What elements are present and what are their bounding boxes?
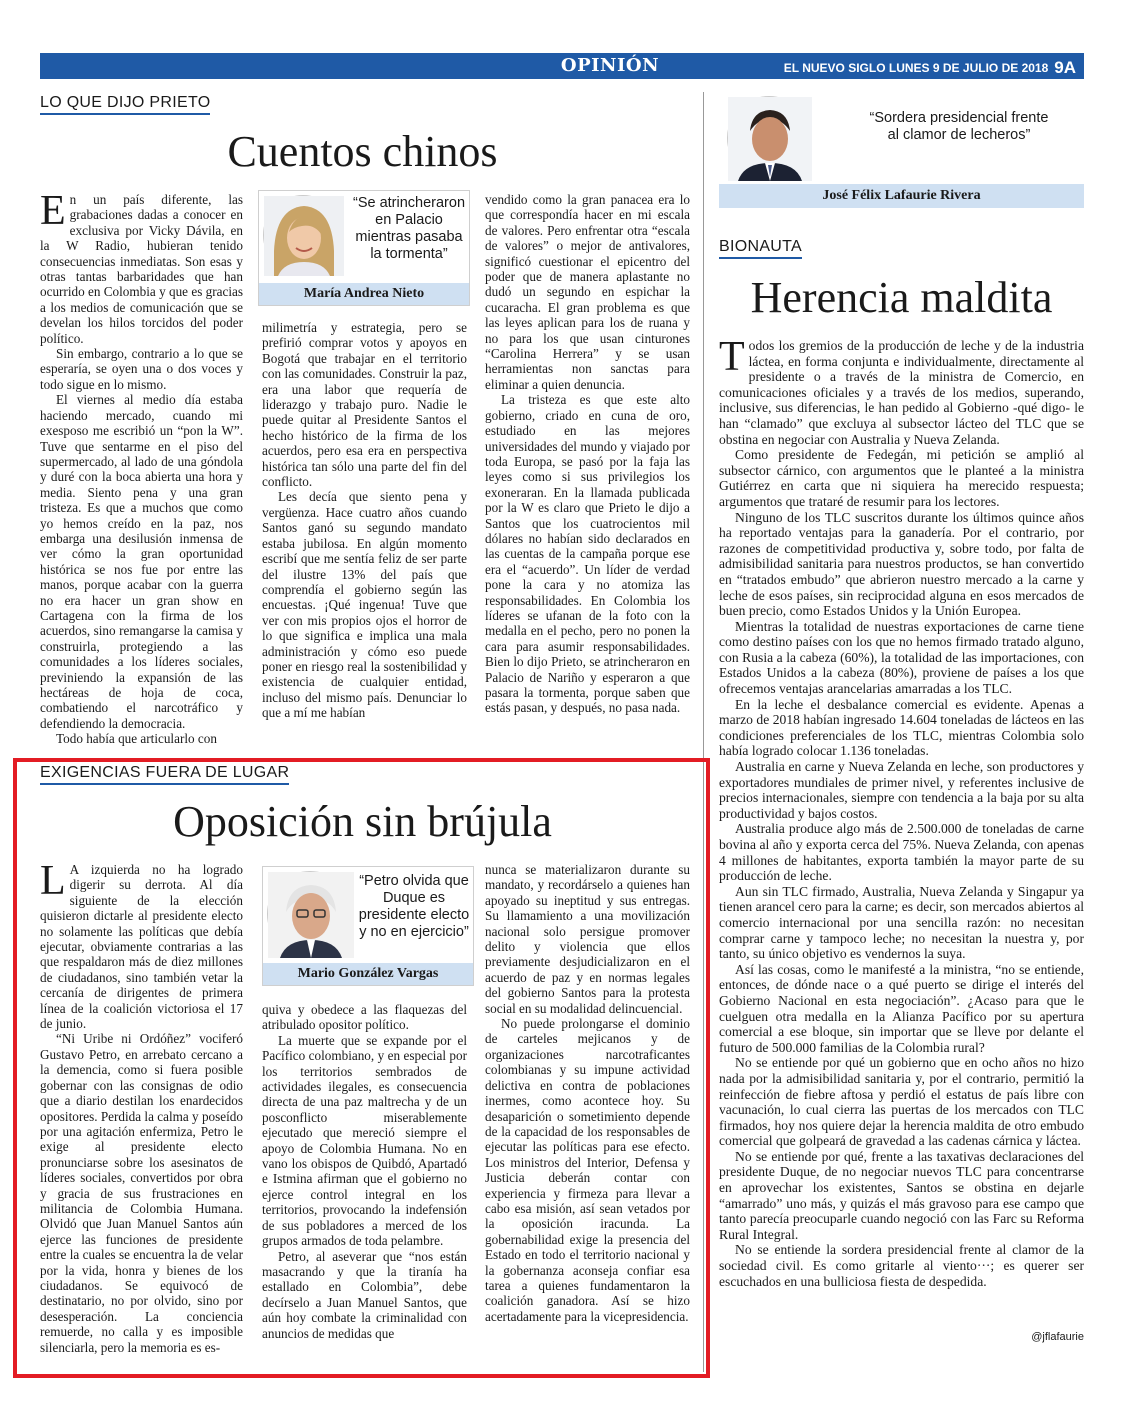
author-portrait-lafaurie	[727, 96, 811, 180]
article3-paragraph: No se entiende por qué un gobierno que en ocho años no hizo nada por la admisibilidad sanitaria y, por el contrario, permitió la reinfección de fiebre aftosa y perdió el estatus de país libre con vacunación, lo cual cierra las puertas de los mercados con TLC firmados, hoy nos quiere dejar la herencia maldita de otro embudo comercial que golpeará de gravedad a las cadenas cárnica y láctea.	[719, 1055, 1084, 1149]
article3-paragraph: En la leche el desbalance comercial es evidente. Apenas a marzo de 2018 habían ingresado 14.604 toneladas de lácteos en las condiciones preferenciales de los TLC, mientras Colombia solo había logrado colocar 1.136 toneladas.	[719, 696, 1084, 759]
article2-column-1	[40, 858, 243, 1355]
paper-date-text: EL NUEVO SIGLO LUNES 9 DE JULIO DE 2018	[783, 61, 1049, 75]
article1-quote: “Se atrincheraron en Palacio mientras pasaba la tormenta”	[352, 195, 466, 262]
article2-col3-paragraph: No puede prolongarse el dominio de carteles mejicanos y de organizaciones narcotraficantes colombianas y su impune actividad delictiva en contra de poblaciones inermes, como acontece hoy. Su desaparición o sometimiento depende de la capacidad de los responsables de ejecutar las políticas para ese efecto. Los ministros del Interior, Defensa y Justicia deberán contar con experiencia y firmeza para llevar a cabo esa misión, así sean vetados por la oposición iracunda. La gobernabilidad exige la presencia del Estado en todo el territorio nacional y la gobernanza aconseja confiar esa tarea a quienes fundamentaron la coalición ganadora. Así se hizo acertadamente para la vicepresidencia.	[485, 1016, 690, 1324]
article1-kicker: LO QUE DIJO PRIETO	[40, 94, 210, 115]
article1-col3-paragraph: La tristeza es que este alto gobierno, criado en cuna de oro, estudiado en las mejores universidades del mundo y viajado por toda Europa, se pasó por la faja las leyes como si sus privilegios los exoneraran. En la llamada publicada por la W es claro que Prieto le dijo a Santos que los cuatrocientos mil dólares no habían sido declarados en las cuentas de la campaña porque ese era el “acuerdo”. Un líder de verdad pone la cara y no atomiza las responsabilidades. En Colombia los líderes se ufanan de la foto con la medalla en el pecho, pero no ponen la cara para asumir responsabilidades. Bien lo dijo Prieto, se atrincheraron en Palacio de Nariño y esperaron a que pasara la tormenta, porque saben que estás pasan, y después, no pasa nada.	[485, 392, 690, 716]
article1-col1-paragraph: El viernes al medio día estaba haciendo mercado, cuando mi exesposo me escribió un “pon la W”. Tuve que sentarme en el piso del supermercado, al lado de una góndola y duré con la boca abierta una hora y media. Siento pena y una gran tristeza. Es que a muchos que como yo hemos creído en la paz, nos embarga una desilusión inmensa de ver cómo la gran oportunidad histórica se nos fue por entre las manos, porque acabar con la guerra no era hacer un gran show en Cartagena con la firma de los acuerdos, sino remangarse la camisa y construirla, protegiendo a las comunidades a los líderes sociales, previniendo la expansión de las hectáreas de hoja de coca, combatiendo el narcotráfico y defendiendo la democracia.	[40, 392, 243, 731]
article3-paragraph: Así las cosas, como le manifesté a la ministra, “no se entiende, entonces, de dónde nace o a qué puerto se dirige el interés del Gobierno Nacional en esta negociación”. ¿Acaso para que le cuelguen otra medalla en la Alianza Pacífico por su apertura comercial a ese bloque, sin importar que se lleve por delante el futuro de 500.000 familias de la Colombia rural?	[719, 961, 1084, 1055]
article3-paragraph	[719, 334, 1084, 447]
author-portrait-nieto	[263, 195, 343, 275]
article2-col1-text: A izquierda no ha logrado digerir su derrota. Al día siguiente de la elección quisieron dictarle al presidente electo no solamente las políticas que debía ejecutar, obviamente contrarias a las que respaldaron más de diez millones de ciudadanos, sino también vetar la cercanía de dirigentes de primera línea de la coalición victoriosa el 17 de junio.	[40, 862, 243, 1032]
article3-paragraph: Ninguno de los TLC suscritos durante los últimos quince años ha reportado ventajas para la ganadería. Por el contrario, por razones de competitividad productiva y, sobre todo, por falta de admisibilidad sanitaria para nuestros productos, se han convertido en “tratados embudo” que abrieron nuestro mercado a la carne y leche de esos países, sin reciprocidad alguna en esos mercados de buen precio, como Estados Unidos y la Unión Europea.	[719, 509, 1084, 619]
article1-headline: Cuentos chinos	[227, 127, 498, 176]
article2-col1-paragraph: “Ni Uribe ni Ordóñez” vociferó Gustavo Petro, en arrebato cercano a la demencia, como si fuera posible gobernar con las consignas de odio que a diario destilan los enardecidos opositores. Perdida la calma y poseído por una agitación enfermiza, Petro le exige al presidente electo pronunciarse sobre los asesinatos de líderes sociales, convertidos por obra y gracia de sus frustraciones en militancia de Colombia Humana. Olvidó que Juan Manuel Santos aún ejerce las funciones de presidente entre la cuales se encuentra la de velar por la vida, honra y bienes de los ciudadanos. Se equivocó de destinatario, no por olvido, sino por desesperación. La conciencia remuerde, no calla y es imposible silenciarla, pero la memoria es es-	[40, 1031, 243, 1355]
paper-date	[784, 57, 1076, 77]
article3-body	[719, 334, 1084, 1328]
article1-col1-paragraph: Sin embargo, contrario a lo que se esperaría, se oyen una o dos voces y todo sigue en lo mismo.	[40, 346, 243, 392]
article2-col2-paragraph: La muerte que se expande por el Pacífico colombiano, y en especial por los territorios sembrados de actividades ilegales, es consecuencia directa de una paz maltrecha y de un posconflicto miserablemente ejecutado que mereció siempre el apoyo de Colombia Humana. No en vano los obispos de Quibdó, Apartadó e Istmina afirman que el gobierno no ejerce control integral en los territorios, provocando la indefensión de sus pobladores a merced de los grupos armados de toda pelambre.	[262, 1032, 467, 1249]
article2-headline: Oposición sin brújula	[173, 797, 552, 846]
article2-dropcap: L	[40, 858, 66, 904]
article2-column-3	[485, 862, 690, 1348]
article2-col1-paragraph	[40, 858, 243, 1032]
author-photo-icon	[268, 872, 354, 958]
article2-author: Mario González Vargas	[263, 963, 473, 985]
article3-dropcap: T	[719, 334, 745, 380]
article2-column-2	[262, 1002, 467, 1348]
article1-column-1	[40, 188, 243, 747]
article1-col1-text: n un país diferente, las grabaciones dadas a conocer en exclusiva por Vicky Dávila, en la W Radio, hubieran tenido consecuencias inmediatas. Son esas y otras tantas barbaridades que han ocurrido en Colombia y que es gracias a los medios de comunicación que se develan los hilos torcidos del poder político.	[40, 192, 243, 346]
article2-quote-box	[262, 866, 474, 986]
article1-dropcap: E	[40, 188, 66, 234]
article3-paragraph: No se entiende por qué, frente a las taxativas declaraciones del presidente Duque, de no negociar nuevos TLC para concentrarse en aprovechar los existentes, Santos se obstina en dejarle “amarrado” uno más, y quizás el más gravoso para ese campo que tanto parecía preocuparle cuando negoció con las Farc su Reforma Rural Integral.	[719, 1148, 1084, 1242]
article1-col1-paragraph	[40, 188, 243, 346]
author-portrait-gonzalez	[267, 871, 353, 957]
article3-headline: Herencia maldita	[750, 273, 1053, 322]
section-title: OPINIÓN	[560, 55, 660, 76]
article3-author: José Félix Lafaurie Rivera	[719, 184, 1084, 208]
article1-col1-paragraph: Todo había que articularlo con	[56, 731, 217, 747]
article1-quote-box	[258, 190, 470, 306]
article3-quote: “Sordera presidencial frente al clamor de lecheros”	[869, 110, 1049, 143]
article3-kicker: BIONAUTA	[719, 238, 802, 259]
article3-paragraph: Como presidente de Fedegán, mi petición se amplió al subsector cárnico, con argumentos que le planteé a la ministra Gutiérrez en carta que ni siquiera ha merecido respuesta; argumentos que trataré de resumir para los lectores.	[719, 447, 1084, 509]
page-header	[40, 53, 1084, 79]
page-number: 9A	[1054, 58, 1076, 77]
author-photo-icon	[728, 97, 812, 181]
article1-col2-paragraph: milimetría y estrategia, pero se prefirió comprar votos y apoyos en Bogotá que trabajar en el territorio con las comunidades. Construir la paz, era una labor que requería de liderazgo y trabajo puro. Nadie le puede quitar al Presidente Santos el hecho histórico de la firma de los acuerdos, pero esa era en perspectiva histórica tan sólo una parte del fin del conflicto.	[262, 320, 467, 490]
author-photo-icon	[264, 196, 344, 276]
article1-column-2	[262, 320, 467, 728]
article3-paragraph: Australia produce algo más de 2.500.000 de toneladas de carne bovina al año y exporta cerca del 75%. Nueva Zelanda, con apenas 4 millones de habitantes, exporta también la mayor parte de su producción de leche.	[719, 821, 1084, 884]
article3-paragraph: No se entiende la sordera presidencial frente al clamor de la sociedad civil. Es como gritarle al viento···; es querer ser escuchados en una bulliciosa fiesta de despedida.	[719, 1242, 1084, 1289]
article3-paragraph-text: odos los gremios de la producción de leche y de la industria láctea, en forma conjunta e individualmente, directamente al presidente o a través de la ministra de Comercio, en comunicaciones oficiales y a través de los medios, superando, inclusive, sus diferencias, le han pedido al Gobierno -qué digo- le han “clamado” que excluya al subsector lácteo del TLC que se obstina en negociar con Australia y Nueva Zelanda.	[719, 338, 1084, 447]
article2-quote: “Petro olvida que Duque es presidente electo y no en ejercicio”	[358, 873, 470, 940]
article1-column-3	[485, 192, 690, 728]
article1-author: María Andrea Nieto	[259, 283, 469, 305]
article3-paragraph: Australia en carne y Nueva Zelanda en leche, son productores y exportadores mundiales de primer nivel, y referentes inclusive de precios internacionales, siempre con tendencia a la baja por su alta productividad y bajos costos.	[719, 759, 1084, 821]
article1-col3-paragraph: vendido como la gran panacea era lo que correspondía hacer en mi escala de valores. Pero enfrentar otra “escala de valores” o mejor de antivalores, significó cuestionar el epicentro del poder que de manera aplastante no dudó un segundo en espichar la cucaracha. El gran problema es que las leyes aplican para los de ruana y no para los que usan cinturones “Carolina Herrera” y se usan herramientas non sanctas para eliminar a quien denuncia.	[485, 192, 690, 392]
article2-col2-paragraph: Petro, al aseverar que “nos están masacrando y que la tiranía ha estallado en Colombia”, debe decírselo a Juan Manuel Santos, que aún hoy combate la criminalidad con anuncios de medidas que	[262, 1248, 467, 1341]
article2-kicker: EXIGENCIAS FUERA DE LUGAR	[40, 764, 289, 785]
article3-paragraph: Aun sin TLC firmado, Australia, Nueva Zelanda y Singapur ya tienen arancel cero para la carne; es decir, son mercados abiertos al comercio internacional por una sencilla razón: no necesitan comprar carne y tampoco leche; no necesitan la nuestra y, por tanto, su único objetivo es vendernos la suya.	[719, 883, 1084, 962]
article2-col2-paragraph: quiva y obedece a las flaquezas del atribulado opositor político.	[262, 1002, 467, 1033]
author-handle: @jflafaurie	[1031, 1331, 1084, 1343]
article3-quote-box	[719, 92, 1084, 208]
article1-col2-paragraph: Les decía que siento pena y vergüenza. Hace cuatro años cuando Santos ganó su segundo mandato estaba jubilosa. En algún momento escribí que me sentía feliz de ser parte del ilustre 13% del país que comprendía el gobierno según las encuestas. ¡Qué ingenua! Tuve que ver con mis propios ojos el horror de lo que significa e implica una mala administración y cómo eso puede poner en riesgo real la sostenibilidad y existencia de cualquier entidad, incluso del mismo país. Denunciar lo que a mí me habían	[262, 489, 467, 721]
article2-col3-paragraph: nunca se materializaron durante su mandato, y recordárselo a quienes han apoyado su ineptitud y sus entregas. Su llamamiento a una movilización nacional solo persigue promover delito y violencia que ellos previamente desjudicializaron en el acuerdo de paz y en normas legales del gobierno Santos para la protesta social en su modalidad delincuencial.	[485, 862, 690, 1016]
article3-paragraph: Mientras la totalidad de nuestras exportaciones de carne tiene como destino países con los que no hemos firmado tratado alguno, con Rusia a la cabeza (60%), la totalidad de las importaciones, con Estados Unidos a la cabeza (80%), proviene de países a los que ofrecemos ventajas arancelarias amarradas a los TLC.	[719, 618, 1084, 697]
